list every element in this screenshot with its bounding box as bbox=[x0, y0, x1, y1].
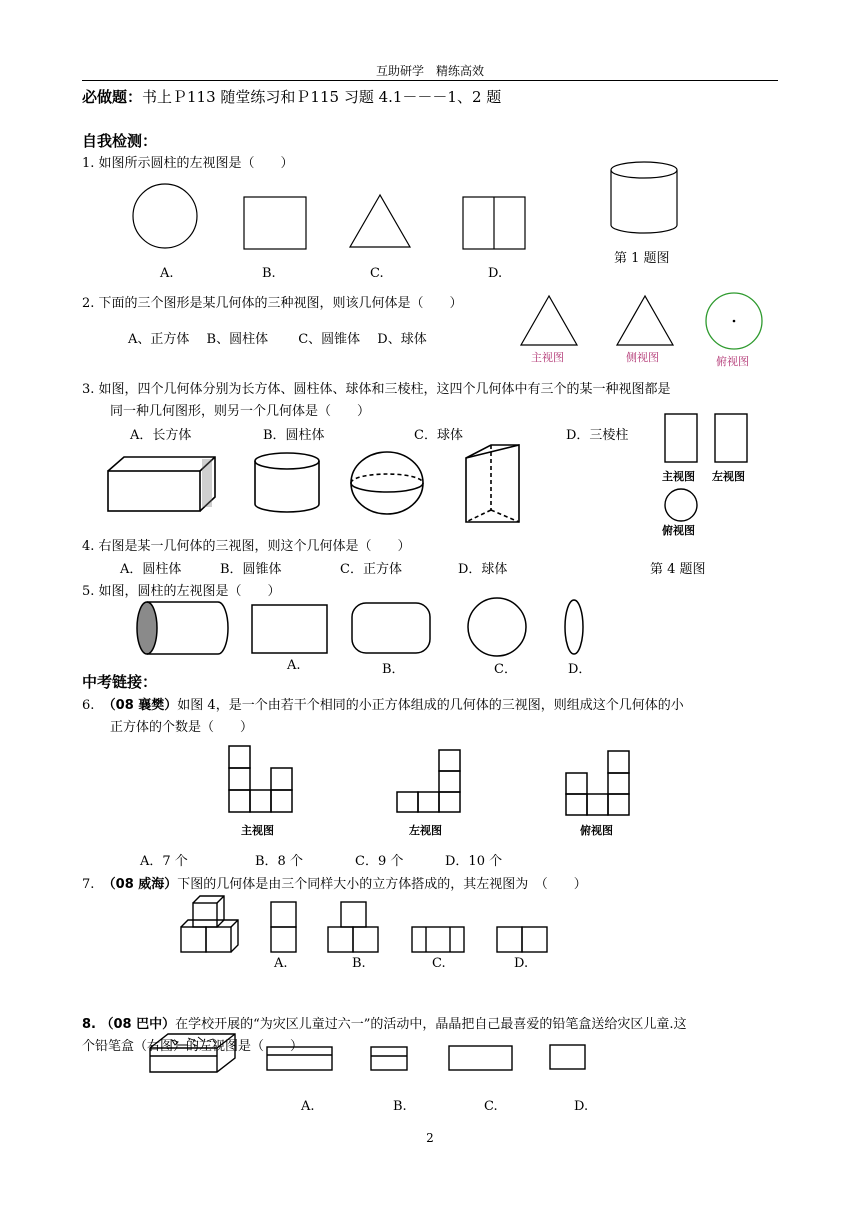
must-do-label: 必做题： bbox=[82, 88, 143, 106]
q4-option-c: C．正方体 bbox=[340, 562, 402, 577]
q5-option-b: B． bbox=[382, 662, 405, 677]
q7-option-a-label: A. bbox=[274, 956, 288, 971]
self-check-title: 自我检测： bbox=[82, 132, 158, 150]
q4-text: 4. 右图是某一几何体的三视图，则这个几何体是（ ） bbox=[82, 539, 411, 554]
q8-option-d bbox=[550, 1045, 585, 1069]
q6-source: （08 襄樊） bbox=[102, 698, 178, 713]
q1-option-c: C. bbox=[370, 266, 384, 281]
q6-option-c: C．9 个 bbox=[355, 854, 404, 869]
must-do-text: 书上Ｐ113 随堂练习和Ｐ115 习题 4.1－－－1、2 题 bbox=[142, 88, 502, 106]
q8-option-a bbox=[267, 1047, 332, 1070]
q3-line1: 3. 如图，四个几何体分别为长方体、圆柱体、球体和三棱柱，这四个几何体中有三个的某一种视图都是 bbox=[82, 382, 671, 397]
q7-number: 7. bbox=[82, 877, 95, 892]
q7-option-c-label: C. bbox=[432, 956, 446, 971]
q6-label-front: 主视图 bbox=[241, 824, 274, 837]
q6-number: 6. bbox=[82, 698, 95, 713]
q2-label-front: 主视图 bbox=[531, 351, 564, 364]
q3-option-d: D．三棱柱 bbox=[566, 428, 629, 443]
q5-option-a: A. bbox=[287, 658, 301, 673]
q5-text: 5. 如图，圆柱的左视图是（ ） bbox=[82, 584, 281, 599]
q3-option-b: B．圆柱体 bbox=[263, 428, 325, 443]
q8-option-b-label: B. bbox=[393, 1099, 407, 1114]
q8-option-d-label: D. bbox=[574, 1099, 589, 1114]
page-number: 2 bbox=[426, 1131, 434, 1145]
page-header: 互助研学 精练高效 bbox=[375, 64, 484, 78]
q4-label-top: 俯视图 bbox=[662, 524, 695, 537]
q2-label-side: 侧视图 bbox=[626, 351, 659, 364]
q7-source: （08 威海） bbox=[102, 877, 178, 892]
q1-text: 1. 如图所示圆柱的左视图是（ ） bbox=[82, 156, 294, 171]
q6-label-top: 俯视图 bbox=[580, 824, 613, 837]
q7-option-b-label: B. bbox=[352, 956, 366, 971]
q6-line2: 正方体的个数是（ ） bbox=[110, 720, 254, 735]
q6-option-a: A．7 个 bbox=[140, 854, 188, 869]
q6-option-d: D．10 个 bbox=[445, 854, 503, 869]
q3-line2: 同一种几何图形，则另一个几何体是（ ） bbox=[110, 404, 371, 419]
q3-option-a: A．长方体 bbox=[130, 428, 192, 443]
q4-caption: 第 4 题图 bbox=[650, 562, 706, 577]
q8-option-c bbox=[449, 1046, 512, 1070]
q1-option-b: B. bbox=[262, 266, 276, 281]
q5-option-c: C． bbox=[494, 662, 517, 677]
q4-option-a: A．圆柱体 bbox=[120, 562, 182, 577]
q2-text: 2. 下面的三个图形是某几何体的三种视图，则该几何体是（ ） bbox=[82, 296, 463, 311]
q2-label-top: 俯视图 bbox=[716, 355, 749, 368]
q1-caption: 第 1 题图 bbox=[614, 251, 670, 266]
q7-option-d-label: D. bbox=[514, 956, 529, 971]
q5-option-d: D． bbox=[568, 662, 592, 677]
q1-option-d: D. bbox=[488, 266, 503, 281]
q8-option-a-label: A. bbox=[301, 1099, 315, 1114]
q4-option-d: D．球体 bbox=[458, 562, 508, 577]
exam-link-title: 中考链接： bbox=[82, 673, 158, 691]
q8-source: 8. （08 巴中） bbox=[82, 1017, 176, 1032]
q4-label-front: 主视图 bbox=[662, 470, 695, 483]
q2-options: A、正方体 B、圆柱体 C、圆锥体 D、球体 bbox=[128, 332, 427, 347]
q3-option-c: C．球体 bbox=[414, 428, 463, 443]
q8-option-b bbox=[371, 1047, 407, 1070]
q4-option-b: B．圆锥体 bbox=[220, 562, 282, 577]
q1-option-a: A. bbox=[160, 266, 174, 281]
q6-label-left: 左视图 bbox=[409, 824, 442, 837]
q8-option-c-label: C. bbox=[484, 1099, 498, 1114]
q7-text: 下图的几何体是由三个同样大小的立方体搭成的，其左视图为 （ ） bbox=[177, 877, 587, 892]
q6-text-line1: 如图 4，是一个由若干个相同的小正方体组成的几何体的三视图，则组成这个几何体的小 bbox=[177, 698, 684, 713]
q4-label-left: 左视图 bbox=[712, 470, 745, 483]
q8-pencil-box bbox=[150, 1034, 235, 1072]
q8-text-line1: 在学校开展的“为灾区儿童过六一”的活动中，晶晶把自己最喜爱的铅笔盒送给灾区儿童.这 bbox=[175, 1017, 687, 1032]
q6-option-b: B．8 个 bbox=[255, 854, 303, 869]
q8-line2: 个铅笔盒（右图）的左视图是（ ） bbox=[82, 1039, 304, 1054]
